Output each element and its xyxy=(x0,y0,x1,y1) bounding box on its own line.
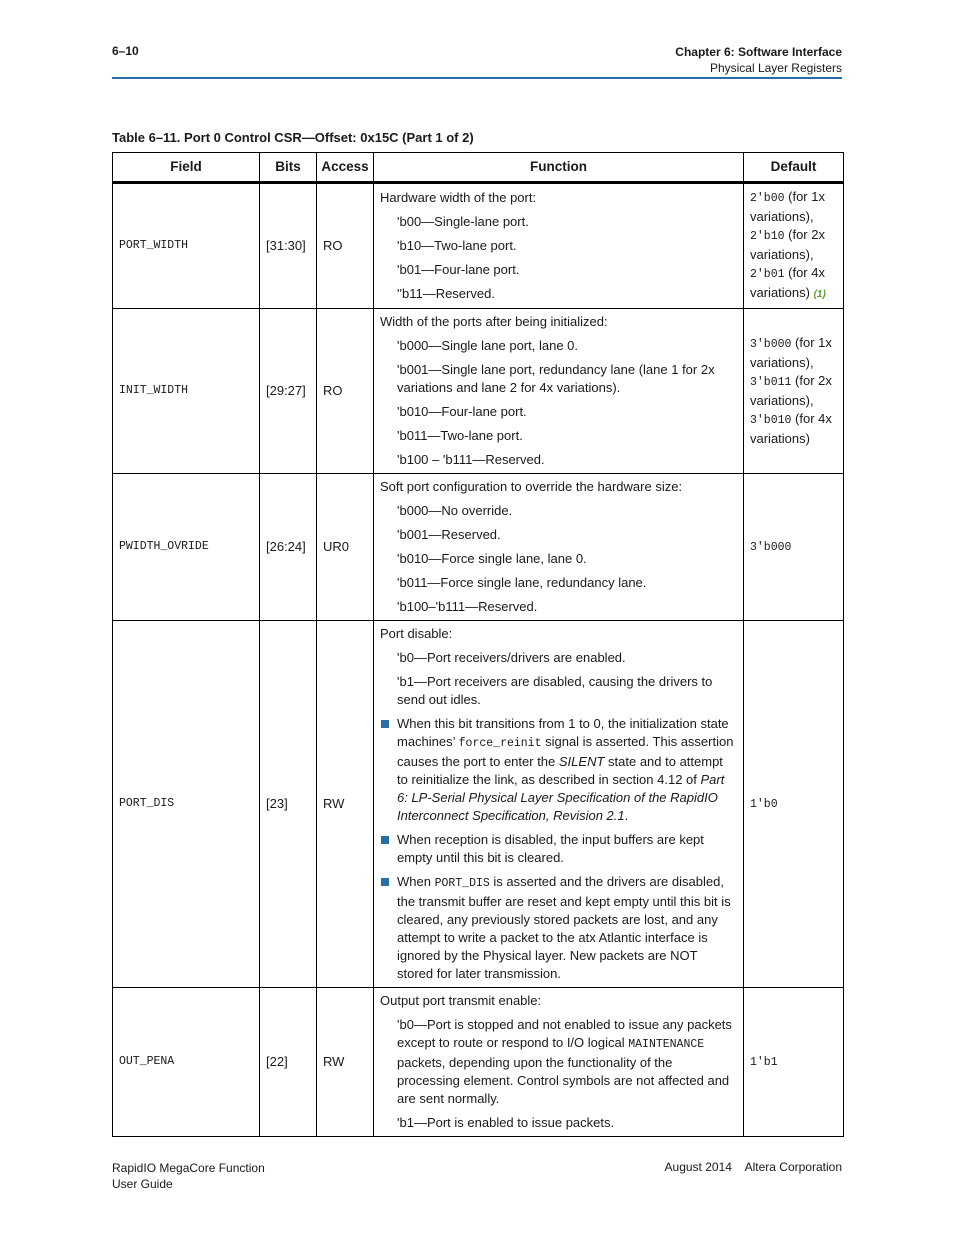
default-value xyxy=(744,309,844,474)
access-type: RO xyxy=(317,183,374,309)
function-description xyxy=(374,988,744,1137)
function-description xyxy=(374,309,744,474)
packet-type: MAINTENANCE xyxy=(628,1038,705,1051)
default-code: 2'b00 xyxy=(750,192,785,205)
function-intro: Width of the ports after being initialized: xyxy=(380,314,608,329)
table-row xyxy=(113,621,844,988)
function-item: 'b01—Four-lane port. xyxy=(397,262,520,277)
signal-name: PORT_DIS xyxy=(434,877,490,890)
function-item: 'b011—Two-lane port. xyxy=(397,428,523,443)
default-value xyxy=(744,621,844,988)
bits-range: [22] xyxy=(260,988,317,1137)
state-name: SILENT xyxy=(558,754,605,769)
function-item: 'b1—Port receivers are disabled, causing the drivers to send out idles. xyxy=(397,674,713,707)
default-code: 1'b0 xyxy=(750,798,778,811)
chapter-title: Chapter 6: Software Interface xyxy=(675,45,842,59)
function-item: 'b011—Force single lane, redundancy lane. xyxy=(397,575,647,590)
running-header xyxy=(675,44,842,76)
default-text: (for 2x variations), xyxy=(750,227,825,262)
col-header-default: Default xyxy=(744,153,844,183)
bullet-text: When this bit transitions from 1 to 0, the initialization state machines’ xyxy=(397,716,729,749)
function-item: 'b100–'b111—Reserved. xyxy=(397,599,538,614)
default-value xyxy=(744,988,844,1137)
section-title: Physical Layer Registers xyxy=(709,61,842,75)
default-code: 2'b10 xyxy=(750,230,785,243)
register-table xyxy=(112,152,844,1137)
bullet-text: When xyxy=(397,874,435,889)
item-text: packets, depending upon the functionality of the processing element. Control symbols are not affected and are sent normally. xyxy=(397,1055,730,1106)
field-name: PWIDTH_OVRIDE xyxy=(113,474,260,621)
item-text: 'b0—Port is stopped and not enabled to issue any packets except to route or respond to I/O logical xyxy=(397,1017,732,1050)
default-code: 3'b011 xyxy=(750,376,792,389)
publish-date: August 2014 xyxy=(664,1160,732,1174)
field-name: INIT_WIDTH xyxy=(113,309,260,474)
default-text: (for 1x variations), xyxy=(750,189,825,224)
bullet-item xyxy=(397,873,737,983)
function-description xyxy=(374,474,744,621)
footnote-link[interactable]: (1) xyxy=(813,289,826,300)
bits-range: [29:27] xyxy=(260,309,317,474)
default-code: 3'b010 xyxy=(750,414,792,427)
function-description xyxy=(374,183,744,309)
default-code: 3'b000 xyxy=(750,338,792,351)
function-item: 'b000—No override. xyxy=(397,503,513,518)
bits-range: [31:30] xyxy=(260,183,317,309)
function-item: 'b010—Force single lane, lane 0. xyxy=(397,551,587,566)
default-value xyxy=(744,474,844,621)
bullet-marker-icon xyxy=(381,720,389,728)
function-item: 'b1—Port is enabled to issue packets. xyxy=(397,1115,615,1130)
function-item: ''b11—Reserved. xyxy=(397,286,495,301)
col-header-access: Access xyxy=(317,153,374,183)
table-row xyxy=(113,474,844,621)
col-header-bits: Bits xyxy=(260,153,317,183)
default-code: 2'b01 xyxy=(750,268,785,281)
default-text: (for 2x variations), xyxy=(750,373,832,408)
footer-left xyxy=(112,1160,265,1192)
function-item: 'b001—Single lane port, redundancy lane (lane 1 for 2x variations and lane 2 for 4x variations). xyxy=(397,362,715,395)
bullet-item xyxy=(397,715,737,825)
bullet-marker-icon xyxy=(381,836,389,844)
access-type: UR0 xyxy=(317,474,374,621)
table-caption: Table 6–11. Port 0 Control CSR—Offset: 0x15C (Part 1 of 2) xyxy=(112,130,474,145)
bullet-marker-icon xyxy=(381,878,389,886)
field-name: OUT_PENA xyxy=(113,988,260,1137)
table-row xyxy=(113,309,844,474)
default-text: (for 4x variations) xyxy=(750,265,825,300)
function-item: 'b0—Port receivers/drivers are enabled. xyxy=(397,650,626,665)
function-item: 'b100 – 'b111—Reserved. xyxy=(397,452,545,467)
function-intro: Hardware width of the port: xyxy=(380,190,537,205)
function-item: 'b000—Single lane port, lane 0. xyxy=(397,338,578,353)
default-text: (for 1x variations), xyxy=(750,335,832,370)
bullet-text: When reception is disabled, the input buffers are kept empty until this bit is cleared. xyxy=(397,832,704,865)
table-row xyxy=(113,183,844,309)
col-header-function: Function xyxy=(374,153,744,183)
bullet-text: . xyxy=(624,808,629,823)
default-text: (for 4x variations) xyxy=(750,411,832,446)
bits-range: [26:24] xyxy=(260,474,317,621)
page-number: 6–10 xyxy=(112,44,139,58)
function-item: 'b00—Single-lane port. xyxy=(397,214,529,229)
header-rule xyxy=(112,77,842,79)
col-header-field: Field xyxy=(113,153,260,183)
function-description xyxy=(374,621,744,988)
default-value xyxy=(744,183,844,309)
function-item: 'b10—Two-lane port. xyxy=(397,238,517,253)
bullet-text: signal is asserted. This assertion causes the port to enter the xyxy=(397,734,734,769)
access-type: RW xyxy=(317,621,374,988)
spec-reference: Part 6: LP-Serial Physical Layer Specification of the RapidIO Interconnect Specification, Revision 2.1 xyxy=(397,772,725,823)
footer-right xyxy=(665,1160,842,1174)
bullet-item xyxy=(397,831,737,867)
function-item: 'b001—Reserved. xyxy=(397,527,501,542)
bullet-text: state and to attempt to reinitialize the link, as described in section 4.12 of xyxy=(397,754,723,787)
function-intro: Soft port configuration to override the hardware size: xyxy=(380,479,683,494)
default-code: 1'b1 xyxy=(750,1056,778,1069)
access-type: RO xyxy=(317,309,374,474)
access-type: RW xyxy=(317,988,374,1137)
field-name: PORT_WIDTH xyxy=(113,183,260,309)
company-name: Altera Corporation xyxy=(744,1160,842,1174)
function-item: 'b010—Four-lane port. xyxy=(397,404,527,419)
signal-name: force_reinit xyxy=(458,737,542,750)
function-item xyxy=(397,1016,737,1108)
field-name: PORT_DIS xyxy=(113,621,260,988)
doc-type: User Guide xyxy=(112,1177,173,1191)
bits-range: [23] xyxy=(260,621,317,988)
table-header-row xyxy=(113,153,844,183)
bullet-text: is asserted and the drivers are disabled, the transmit buffer are reset and kept empty until this bit is cleared, any previously stored packets are lost, and any attempt to write a packet to the atx Atlantic interface is ignored by the Physical layer. New packets are NOT stored for later transmission. xyxy=(397,874,731,981)
table-row xyxy=(113,988,844,1137)
function-intro: Port disable: xyxy=(380,626,453,641)
product-name: RapidIO MegaCore Function xyxy=(112,1161,265,1175)
function-intro: Output port transmit enable: xyxy=(380,993,542,1008)
default-code: 3'b000 xyxy=(750,541,792,554)
